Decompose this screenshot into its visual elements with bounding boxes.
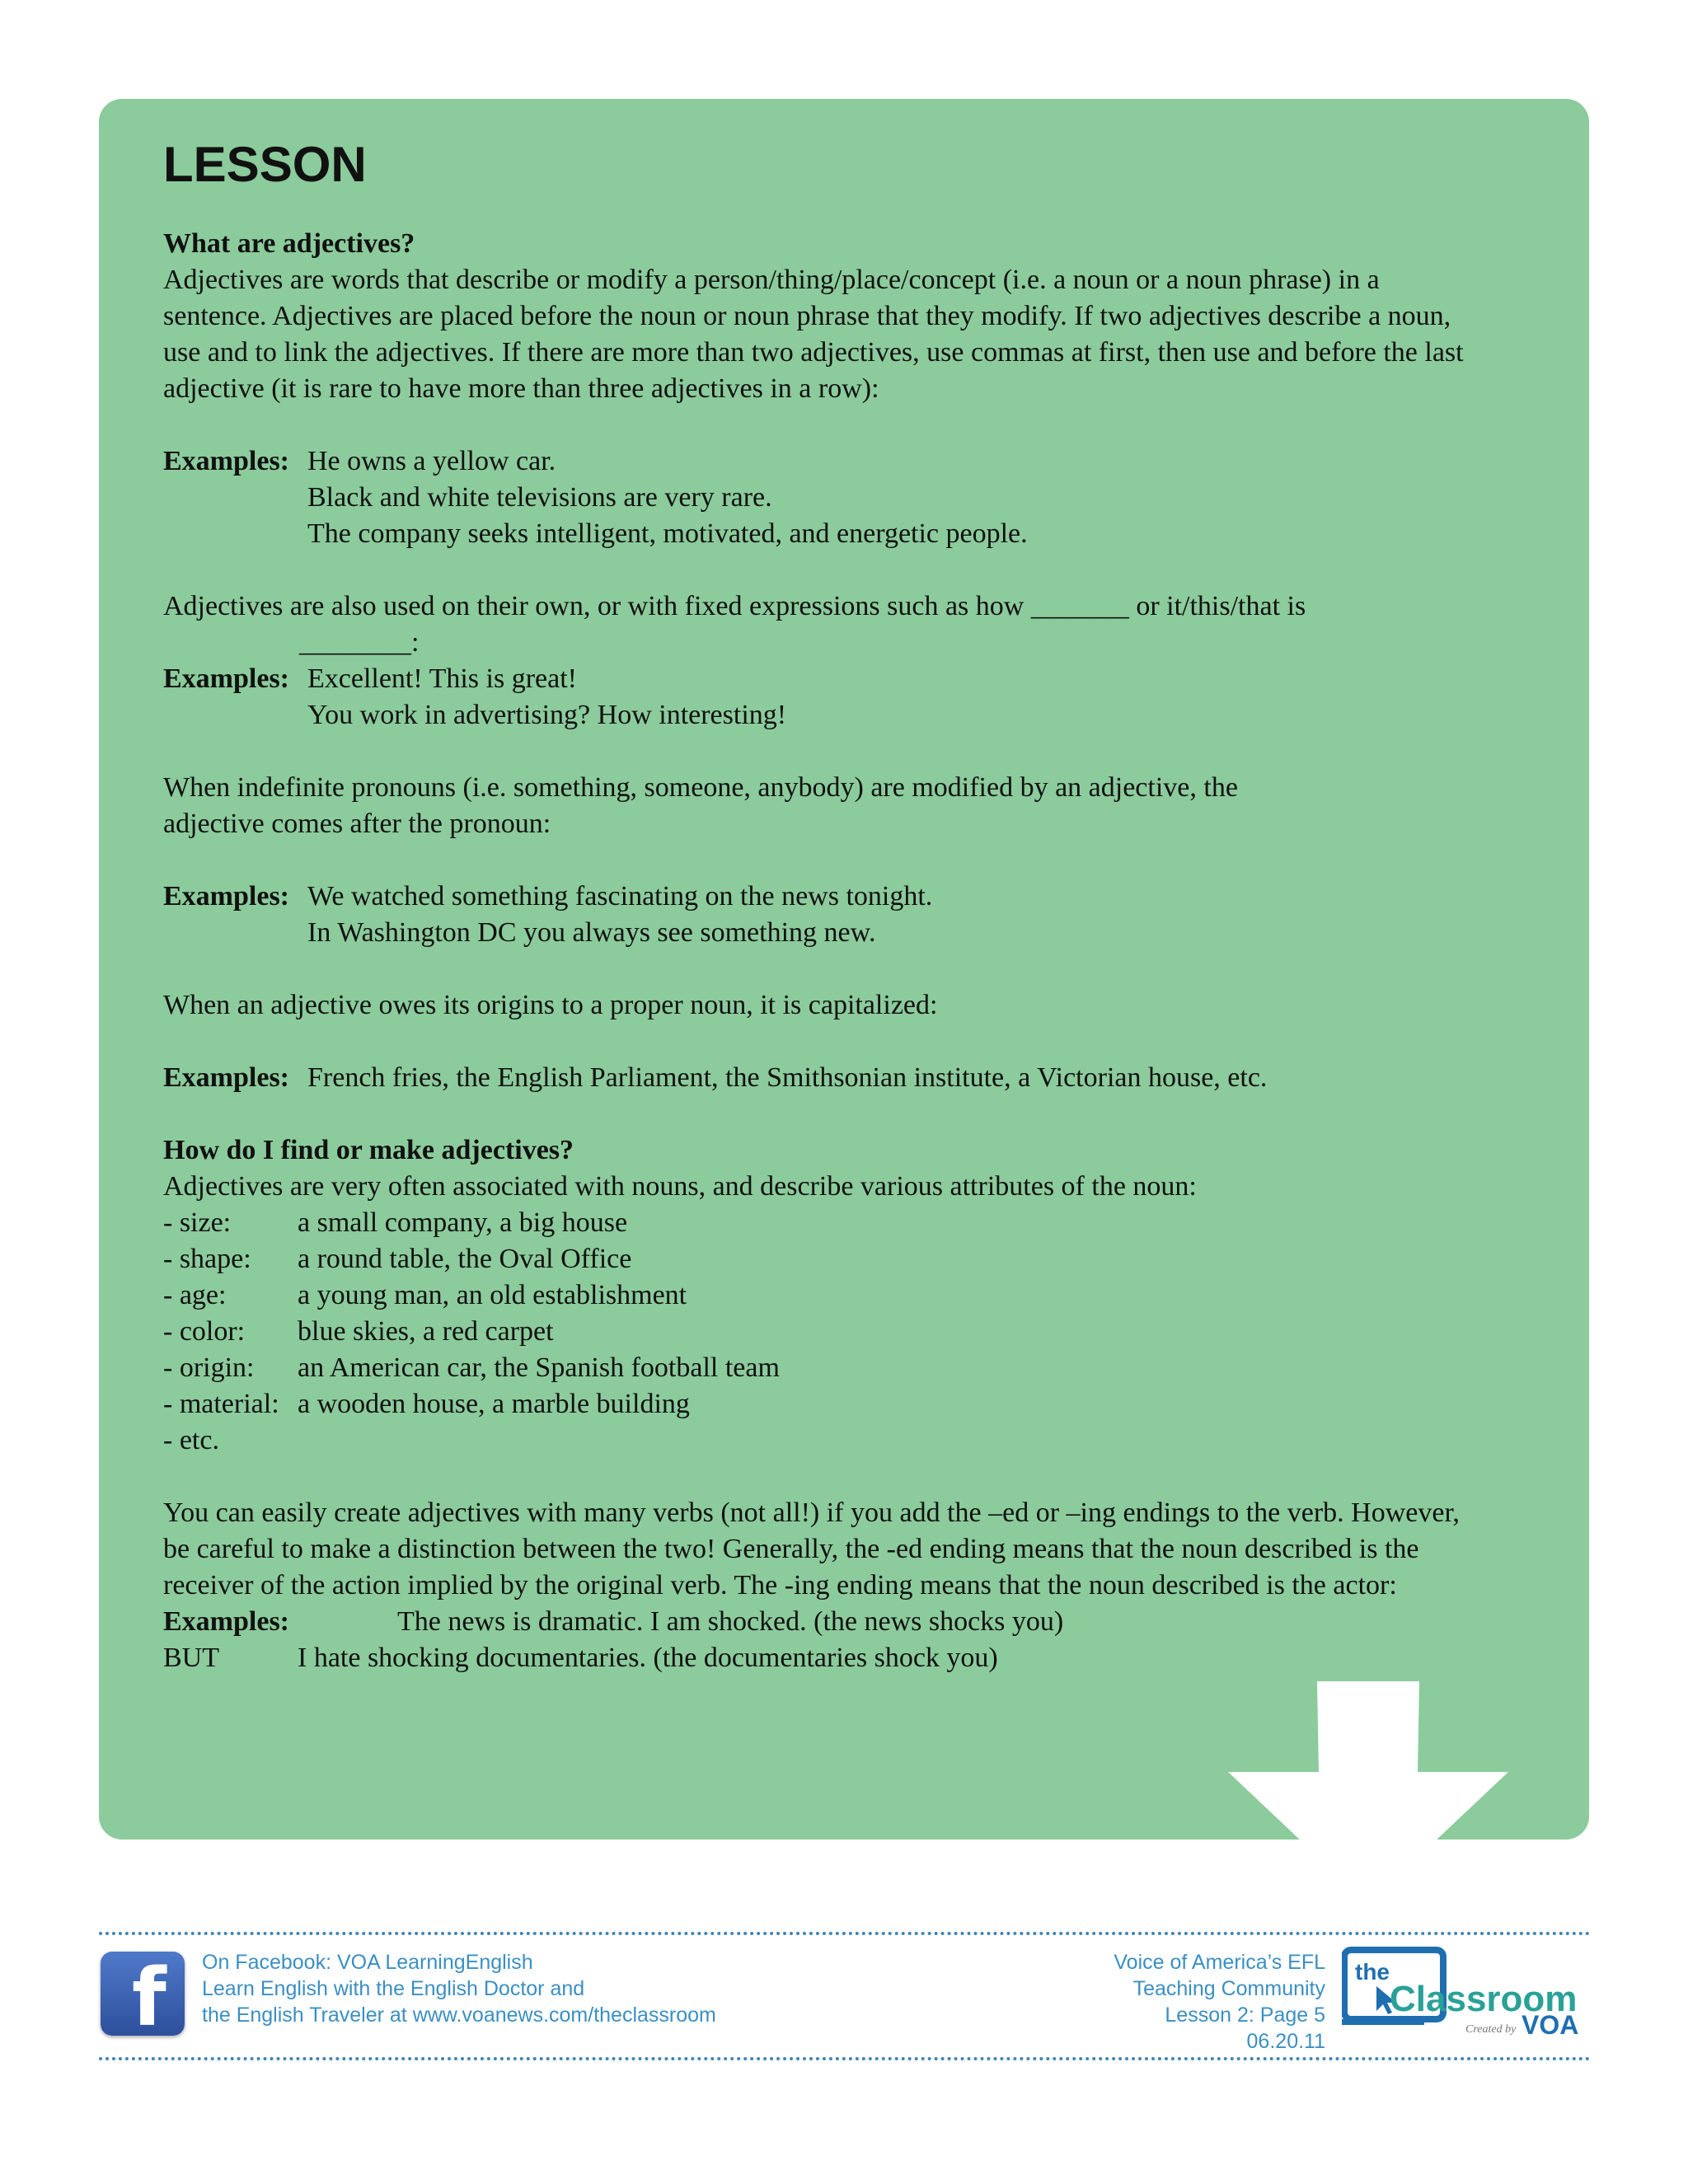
examples-label: Examples: bbox=[163, 663, 289, 694]
attribute-value: an American car, the Spanish football team bbox=[298, 1352, 780, 1383]
but-example bbox=[163, 1640, 1482, 1676]
attribute-key: - etc. bbox=[163, 1425, 219, 1455]
attribute-key: - size: bbox=[163, 1207, 232, 1238]
attribute-value: a small company, a big house bbox=[298, 1207, 628, 1238]
examples-block-1 bbox=[163, 443, 1482, 480]
attributes-list bbox=[163, 1205, 1482, 1459]
logo-created-by: Created by bbox=[1465, 2023, 1517, 2036]
examples-block-3 bbox=[163, 879, 1482, 915]
verbs-paragraph: You can easily create adjectives with many verbs (not all!) if you add the –ed or –ing endings to the verb. However, be careful to make a distinction between the two! Generally, the -ed ending means that the noun described is the receiver of the action implied by the original verb. The -ing ending means that the noun described is the actor: bbox=[163, 1497, 1460, 1601]
footer-date-line: 06.20.11 bbox=[1246, 2030, 1325, 2053]
attribute-value: a wooden house, a marble building bbox=[298, 1389, 690, 1419]
but-label: BUT bbox=[163, 1643, 219, 1673]
list-item bbox=[163, 1241, 1482, 1277]
footer-left-text bbox=[202, 1949, 716, 2028]
footer-org-line: Voice of America’s EFL bbox=[1114, 1951, 1325, 1974]
logo-voa: VOA bbox=[1522, 2010, 1579, 2037]
list-item bbox=[163, 1205, 1482, 1241]
footer-divider-top bbox=[99, 1932, 1591, 1935]
question-how-to-find: How do I find or make adjectives? bbox=[163, 1135, 574, 1165]
footer-community-line: Teaching Community bbox=[1132, 1977, 1325, 2000]
examples-block-5 bbox=[163, 1604, 1482, 1640]
example-sentence: In Washington DC you always see something new. bbox=[307, 917, 876, 948]
own-use-paragraph: Adjectives are also used on their own, or with fixed expressions such as how _______ or it/this/that is bbox=[163, 591, 1306, 621]
examples-label: Examples: bbox=[163, 1062, 289, 1093]
list-item bbox=[163, 1277, 1482, 1314]
pronouns-paragraph: When indefinite pronouns (i.e. something, someone, anybody) are modified by an adjective, the adjective comes after the pronoun: bbox=[163, 772, 1238, 839]
footer-divider-bottom bbox=[99, 2057, 1591, 2060]
footer-page-line: Lesson 2: Page 5 bbox=[1165, 2004, 1325, 2027]
example-sentence: The company seeks intelligent, motivated, and energetic people. bbox=[307, 518, 1028, 549]
footer-right-text bbox=[1114, 1949, 1325, 2055]
footer-learn-line: Learn English with the English Doctor and bbox=[202, 1977, 585, 2000]
footer-facebook-line: On Facebook: VOA LearningEnglish bbox=[202, 1951, 533, 1974]
example-sentence: I hate shocking documentaries. (the documentaries shock you) bbox=[298, 1643, 998, 1673]
attribute-value: a round table, the Oval Office bbox=[298, 1244, 632, 1274]
attribute-key: - age: bbox=[163, 1280, 227, 1310]
examples-label: Examples: bbox=[163, 881, 289, 912]
the-classroom-logo bbox=[1342, 1947, 1589, 2037]
attribute-key: - material: bbox=[163, 1389, 279, 1419]
logo-the: the bbox=[1355, 1959, 1390, 1985]
next-page-arrow-icon bbox=[1228, 1681, 1508, 1842]
logo-classroom: Classroom bbox=[1390, 1979, 1578, 2019]
attribute-value: a young man, an old establishment bbox=[298, 1280, 687, 1310]
proper-noun-paragraph: When an adjective owes its origins to a proper noun, it is capitalized: bbox=[163, 990, 938, 1020]
facebook-icon[interactable]: f bbox=[101, 1952, 185, 2036]
question-what-are-adjectives: What are adjectives? bbox=[163, 228, 415, 259]
footer-url-line: the English Traveler at www.voanews.com/theclassroom bbox=[202, 2004, 716, 2027]
example-sentence: You work in advertising? How interesting! bbox=[307, 700, 787, 730]
list-item bbox=[163, 1386, 1482, 1422]
intro-paragraph: Adjectives are words that describe or modify a person/thing/place/concept (i.e. a noun or a noun phrase) in a sentence. Adjectives are placed before the noun or noun phrase that they modify. If two adjectives describe a noun, use and to link the adjectives. If there are more than two adjectives, use commas at first, then use and before the last adjective (it is rare to have more than three adjectives in a row): bbox=[163, 265, 1464, 404]
example-sentence: He owns a yellow car. bbox=[307, 446, 556, 476]
example-sentence: Excellent! This is great! bbox=[307, 663, 577, 694]
examples-block-2 bbox=[163, 661, 1482, 697]
lesson-title: LESSON bbox=[163, 137, 367, 192]
examples-block-4 bbox=[163, 1060, 1482, 1096]
lesson-content bbox=[163, 134, 1482, 1676]
examples-label: Examples: bbox=[163, 1606, 289, 1637]
example-sentence: The news is dramatic. I am shocked. (the news shocks you) bbox=[397, 1606, 1064, 1637]
example-sentence: Black and white televisions are very rare. bbox=[307, 482, 772, 513]
examples-label: Examples: bbox=[163, 446, 289, 476]
own-use-blank: ________: bbox=[299, 627, 420, 658]
attribute-value: blue skies, a red carpet bbox=[298, 1316, 554, 1347]
example-sentence: French fries, the English Parliament, the Smithsonian institute, a Victorian house, etc. bbox=[307, 1062, 1268, 1093]
attribute-key: - shape: bbox=[163, 1244, 251, 1274]
list-item bbox=[163, 1314, 1482, 1350]
attribute-key: - color: bbox=[163, 1316, 246, 1347]
attribute-key: - origin: bbox=[163, 1352, 255, 1383]
list-item bbox=[163, 1422, 1482, 1459]
example-sentence: We watched something fascinating on the news tonight. bbox=[307, 881, 933, 912]
attributes-intro: Adjectives are very often associated with nouns, and describe various attributes of the noun: bbox=[163, 1171, 1197, 1202]
list-item bbox=[163, 1350, 1482, 1386]
